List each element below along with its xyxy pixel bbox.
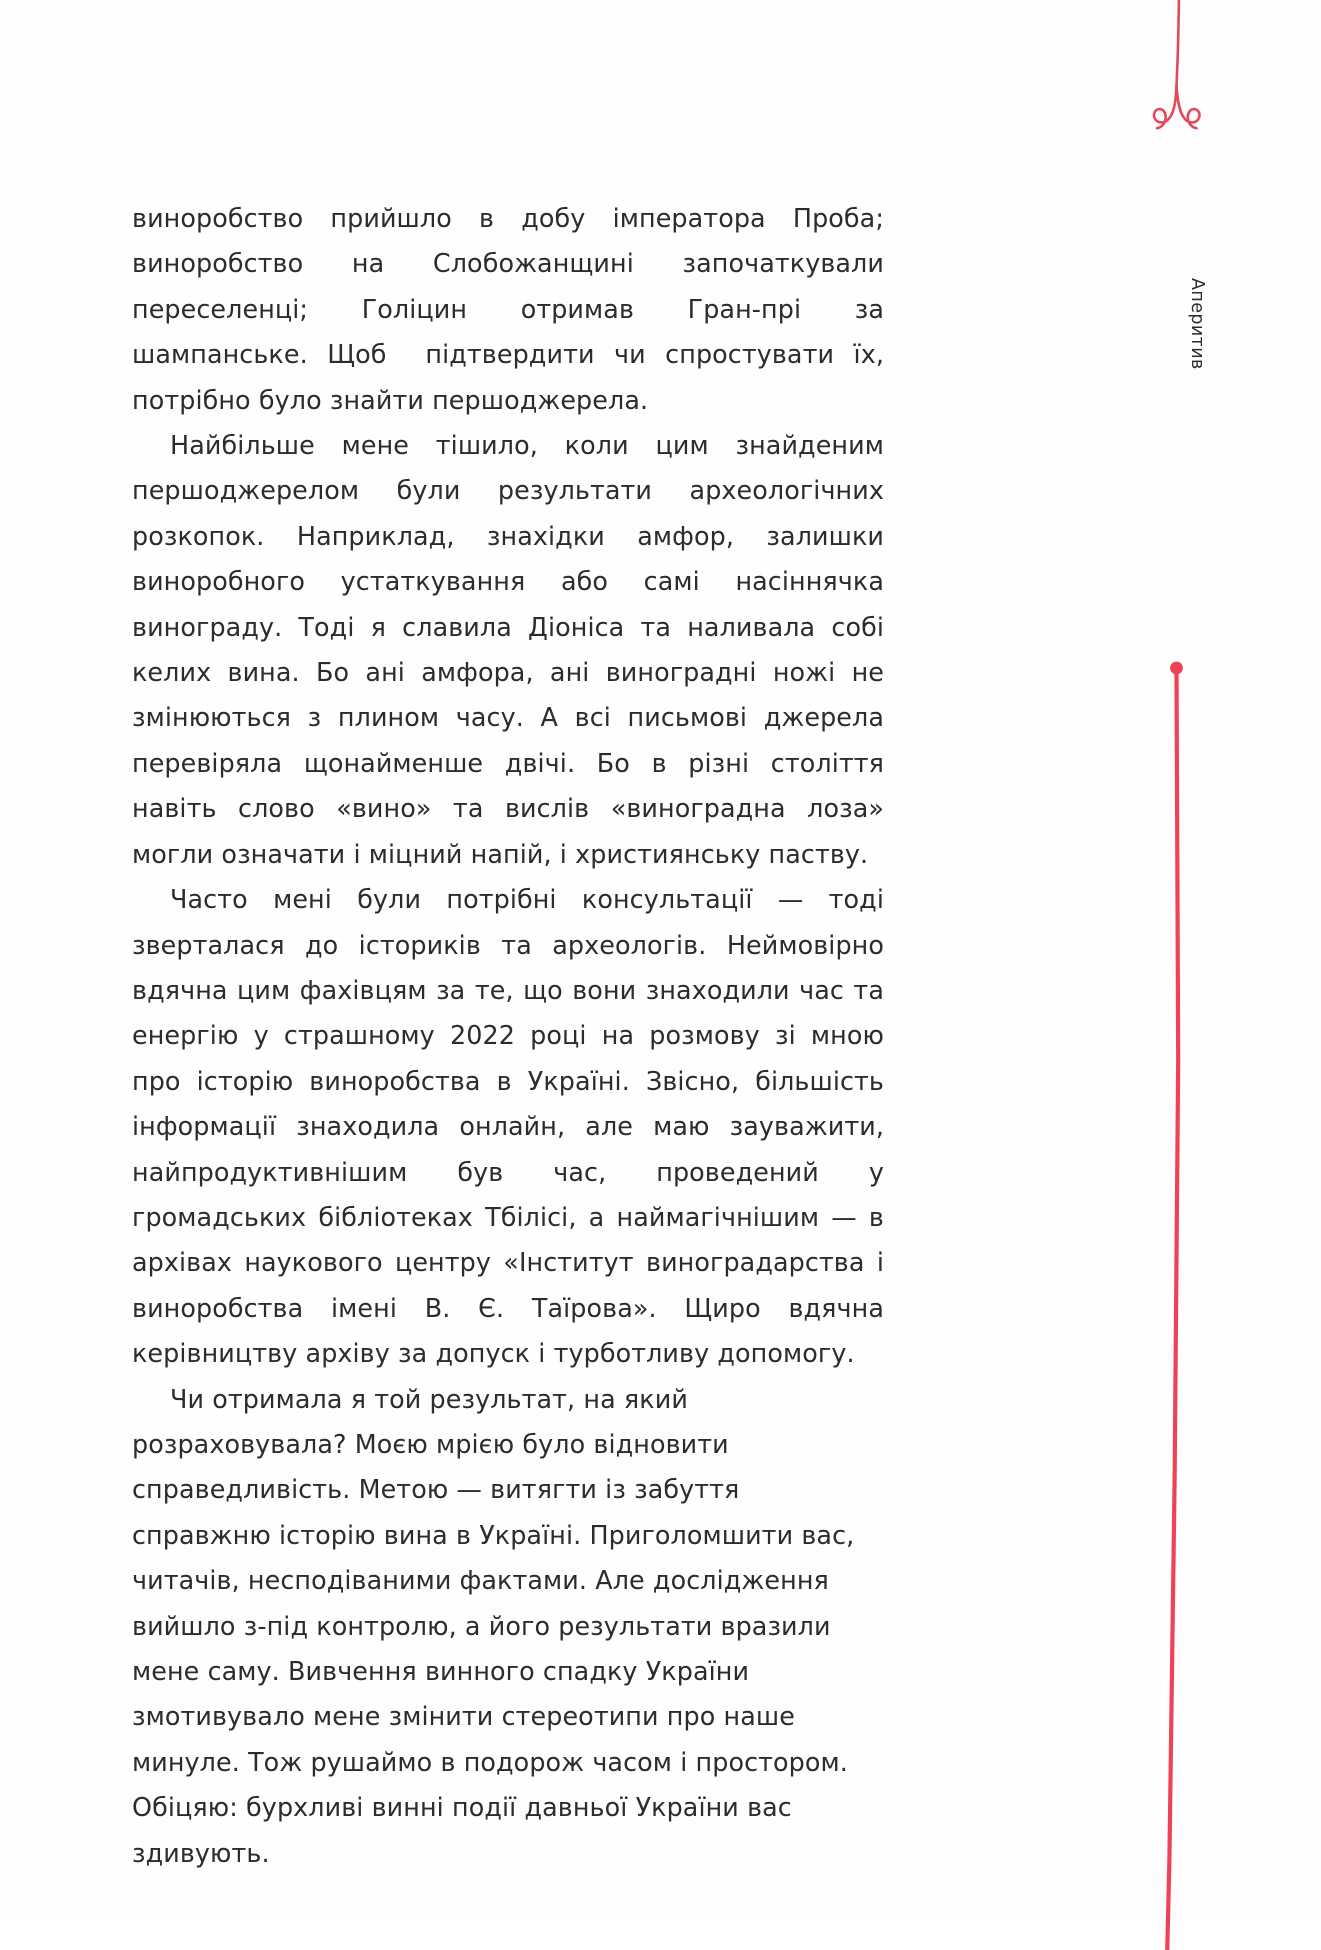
running-head-chapter-label: Аперитив — [1187, 278, 1207, 370]
body-text-column — [132, 196, 893, 1876]
paragraph: Чи отримала я той результат, на який розраховувала? Моєю мрією було відновити справедливість. Метою — витягти із забуття справжню історію вина в Україні. Приголомшити вас, читачів, несподіваними фактами. Але дослідження вийшло з-під контролю, а його результати вразили мене саму. Вивчення винного спадку України змотивувало мене змінити стереотипи про наше минуле. Тож рушаймо в подорож часом і простором. Обіцяю: бурхливі винні події давньої України вас здивують. — [132, 1383, 863, 1868]
paragraph: виноробство прийшло в добу імператора Проба; виноробство на Слобожанщині започаткували переселенці; Голіцин отримав Гран-прі за шампанське. Щоб підтвердити чи спростувати їх, потрібно було знайти першоджерела. — [132, 203, 893, 415]
paragraph: Найбільше мене тішило, коли цим знайденим першоджерелом були результати археологічних розкопок. Наприклад, знахідки амфор, залишки виноробного устаткування або самі насіннячка винограду. Тоді я славила Діоніса та наливала собі келих вина. Бо ані амфора, ані виноградні ножі не змінюються з плином часу. А всі письмові джерела перевіряла щонайменше двічі. Бо в різні століття навіть слово «вино» та вислів «виноградна лоза» могли означати і міцний напій, і християнську паству. — [132, 430, 893, 869]
red-flourish-line-icon — [1148, 0, 1208, 164]
red-vertical-line-icon — [1150, 660, 1196, 1950]
paragraph: Часто мені були потрібні консультації — тоді зверталася до істориків та археологів. Неймовірно вдячна цим фахівцям за те, що вони знаходили час та енергію у страшному 2022 році на розмову зі мною про історію виноробства в Україні. Звісно, більшість інформації знаходила онлайн, але маю зауважити, найпродуктивнішим був час, проведений у громадських бібліотеках Тбілісі, а наймагічнішим — в архівах наукового центру «Інститут виноградарства і виноробства імені В. Є. Таїрова». Щиро вдячна керівництву архіву за допуск і турботливу допомогу. — [132, 884, 893, 1369]
